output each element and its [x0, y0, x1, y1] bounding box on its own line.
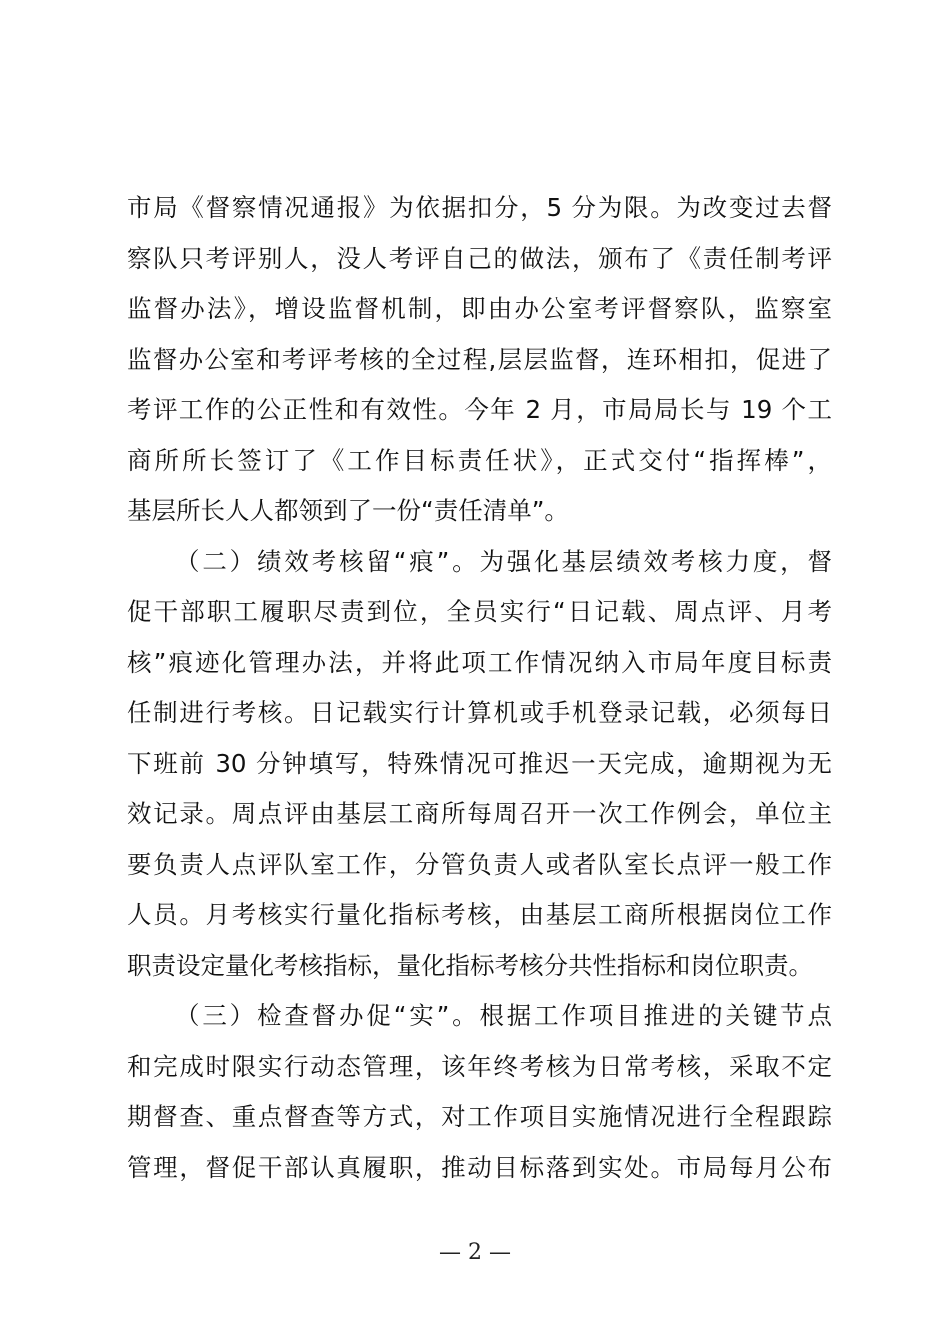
text-line: 监督办公室和考评考核的全过程,层层监督，连环相扣，促进了 — [127, 344, 832, 374]
text-line: 促干部职工履职尽责到位，全员实行“日记载、周点评、月考 — [127, 597, 832, 626]
text-line: 监督办法》，增设监督机制，即由办公室考评督察队，监察室 — [127, 294, 832, 323]
text-line: 商所所长签订了《工作目标责任状》，正式交付“指挥棒”， — [127, 445, 832, 475]
text-line: 市局《督察情况通报》为依据扣分，5 分为限。为改变过去督 — [127, 193, 832, 222]
text-line: （三）检查督办促“实”。根据工作项目推进的关键节点 — [175, 1001, 832, 1030]
text-line: 基层所长人人都领到了一份“责任清单”。 — [127, 496, 569, 525]
text-line: 核”痕迹化管理办法，并将此项工作情况纳入市局年度目标责 — [127, 647, 832, 677]
text-line: 效记录。周点评由基层工商所每周召开一次工作例会，单位主 — [127, 799, 832, 828]
page-number: — 2 — — [439, 1240, 511, 1265]
text-line: 人员。月考核实行量化指标考核，由基层工商所根据岗位工作 — [127, 900, 832, 929]
text-line: 下班前 30 分钟填写，特殊情况可推迟一天完成，逾期视为无 — [127, 748, 832, 778]
text-line: 考评工作的公正性和有效性。今年 2 月，市局局长与 19 个工 — [127, 395, 832, 424]
text-line: 职责设定量化考核指标，量化指标考核分共性指标和岗位职责。 — [127, 950, 813, 980]
text-line: 和完成时限实行动态管理，该年终考核为日常考核，采取不定 — [127, 1051, 832, 1081]
text-line: 管理，督促干部认真履职，推动目标落到实处。市局每月公布 — [127, 1152, 832, 1182]
text-line: 要负责人点评队室工作，分管负责人或者队室长点评一般工作 — [127, 849, 832, 879]
text-line: 任制进行考核。日记载实行计算机或手机登录记载，必须每日 — [127, 698, 832, 727]
text-line: 期督查、重点督查等方式，对工作项目实施情况进行全程跟踪 — [127, 1102, 832, 1131]
body-text — [127, 183, 832, 1193]
paragraph-2 — [127, 537, 832, 992]
paragraph-3 — [127, 991, 832, 1193]
paragraph-1 — [127, 183, 832, 537]
text-line: （二）绩效考核留“痕”。为强化基层绩效考核力度，督 — [175, 546, 832, 576]
text-line: 察队只考评别人，没人考评自己的做法，颁布了《责任制考评 — [127, 243, 832, 273]
